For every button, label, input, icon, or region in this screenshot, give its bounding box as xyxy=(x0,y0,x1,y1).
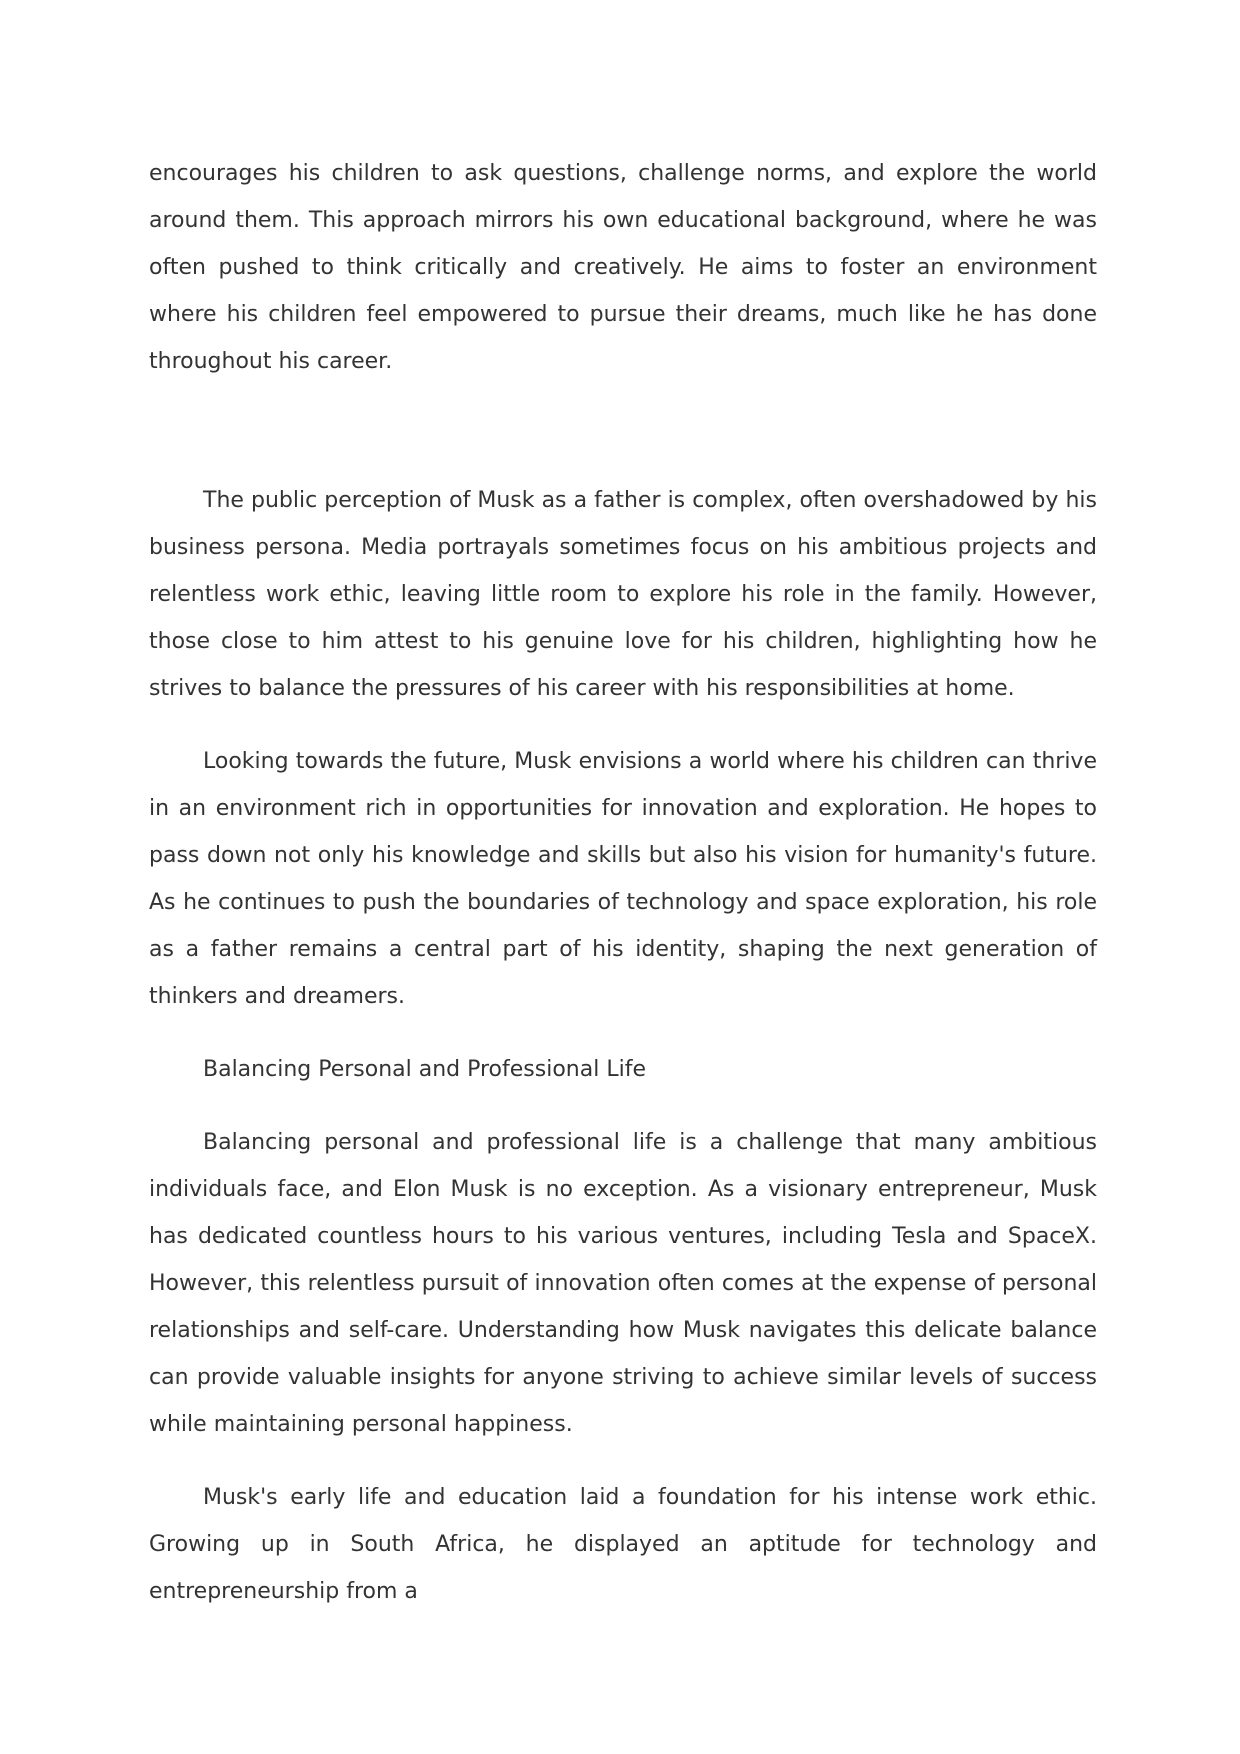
paragraph-early-life: Musk's early life and education laid a foundation for his intense work ethic. Growing up in South Africa, he displayed an aptitude for technology and entrepreneurship from a xyxy=(149,1485,1097,1604)
paragraph-continued: encourages his children to ask questions, challenge norms, and explore the world around them. This approach mirrors his own educational background, where he was often pushed to think critically and creatively. He aims to foster an environment where his children feel empowered to pursue their dreams, much like he has done throughout his career. xyxy=(149,161,1097,374)
section-heading: Balancing Personal and Professional Life xyxy=(203,1057,646,1082)
text-column xyxy=(149,150,1097,1615)
paragraph-balancing: Balancing personal and professional life is a challenge that many ambitious individuals face, and Elon Musk is no exception. As a visionary entrepreneur, Musk has dedicated countless hours to his various ventures, including Tesla and SpaceX. However, this relentless pursuit of innovation often comes at the expense of personal relationships and self-care. Understanding how Musk navigates this delicate balance can provide valuable insights for anyone striving to achieve similar levels of success while maintaining personal happiness. xyxy=(149,1130,1097,1437)
paragraph-future: Looking towards the future, Musk envisions a world where his children can thrive in an environment rich in opportunities for innovation and exploration. He hopes to pass down not only his knowledge and skills but also his vision for humanity's future. As he continues to push the boundaries of technology and space exploration, his role as a father remains a central part of his identity, shaping the next generation of thinkers and dreamers. xyxy=(149,749,1097,1009)
paragraph-public-perception: The public perception of Musk as a father is complex, often overshadowed by his business persona. Media portrayals sometimes focus on his ambitious projects and relentless work ethic, leaving little room to explore his role in the family. However, those close to him attest to his genuine love for his children, highlighting how he strives to balance the pressures of his career with his responsibilities at home. xyxy=(149,488,1097,701)
